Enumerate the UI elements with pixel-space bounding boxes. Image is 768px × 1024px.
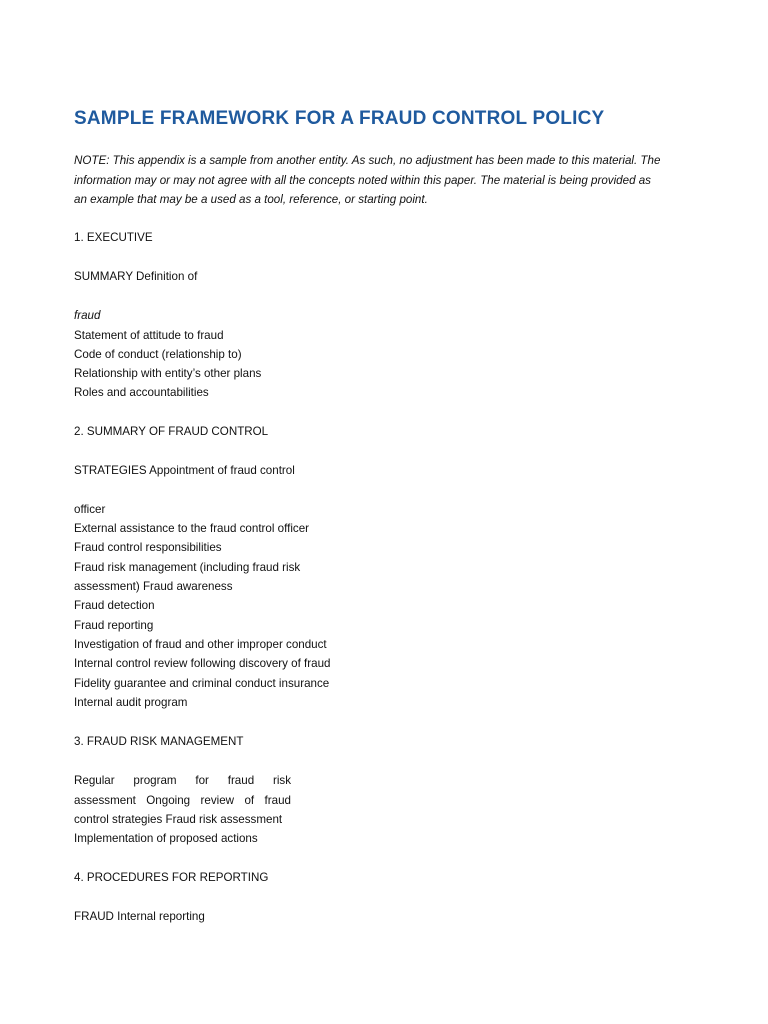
section-heading: 4. PROCEDURES FOR REPORTING: [74, 871, 269, 884]
list-item: Implementation of proposed actions: [74, 832, 258, 845]
list-item: Investigation of fraud and other improper conduct: [74, 638, 327, 651]
list-item: Statement of attitude to fraud: [74, 329, 224, 342]
section-heading: 1. EXECUTIVE: [74, 231, 153, 244]
list-item: Fraud risk management (including fraud risk: [74, 561, 301, 574]
page-title: SAMPLE FRAMEWORK FOR A FRAUD CONTROL POLICY: [74, 108, 605, 129]
list-item: assessment) Fraud awareness: [74, 580, 233, 593]
list-item: control strategies Fraud risk assessment: [74, 813, 283, 826]
list-item: Internal audit program: [74, 696, 188, 709]
list-item: Code of conduct (relationship to): [74, 348, 242, 361]
list-item: assessment Ongoing review of fraud: [74, 794, 291, 807]
list-item: Fraud control responsibilities: [74, 541, 222, 554]
list-item: Regular program for fraud risk: [74, 774, 291, 787]
list-item: Relationship with entity’s other plans: [74, 367, 262, 380]
section-subheading: STRATEGIES Appointment of fraud control: [74, 464, 295, 477]
list-item: officer: [74, 503, 106, 516]
list-item: Fidelity guarantee and criminal conduct insurance: [74, 677, 330, 690]
list-item: fraud: [74, 309, 101, 322]
section-subheading: FRAUD Internal reporting: [74, 910, 205, 923]
list-item: Fraud reporting: [74, 619, 154, 632]
note-line: information may or may not agree with all the concepts noted within this paper. The material is being provided as: [74, 173, 651, 187]
list-item: Fraud detection: [74, 599, 155, 612]
section-heading: 2. SUMMARY OF FRAUD CONTROL: [74, 425, 269, 438]
section-heading: 3. FRAUD RISK MANAGEMENT: [74, 735, 244, 748]
list-item: Roles and accountabilities: [74, 386, 209, 399]
note-line: an example that may be a used as a tool, reference, or starting point.: [74, 193, 428, 206]
note-line: NOTE: This appendix is a sample from another entity. As such, no adjustment has been made to this material. The: [74, 154, 661, 167]
note-paragraph: [74, 151, 674, 210]
section-subheading: SUMMARY Definition of: [74, 270, 198, 283]
list-item: Internal control review following discovery of fraud: [74, 657, 331, 670]
list-item: External assistance to the fraud control officer: [74, 522, 310, 535]
